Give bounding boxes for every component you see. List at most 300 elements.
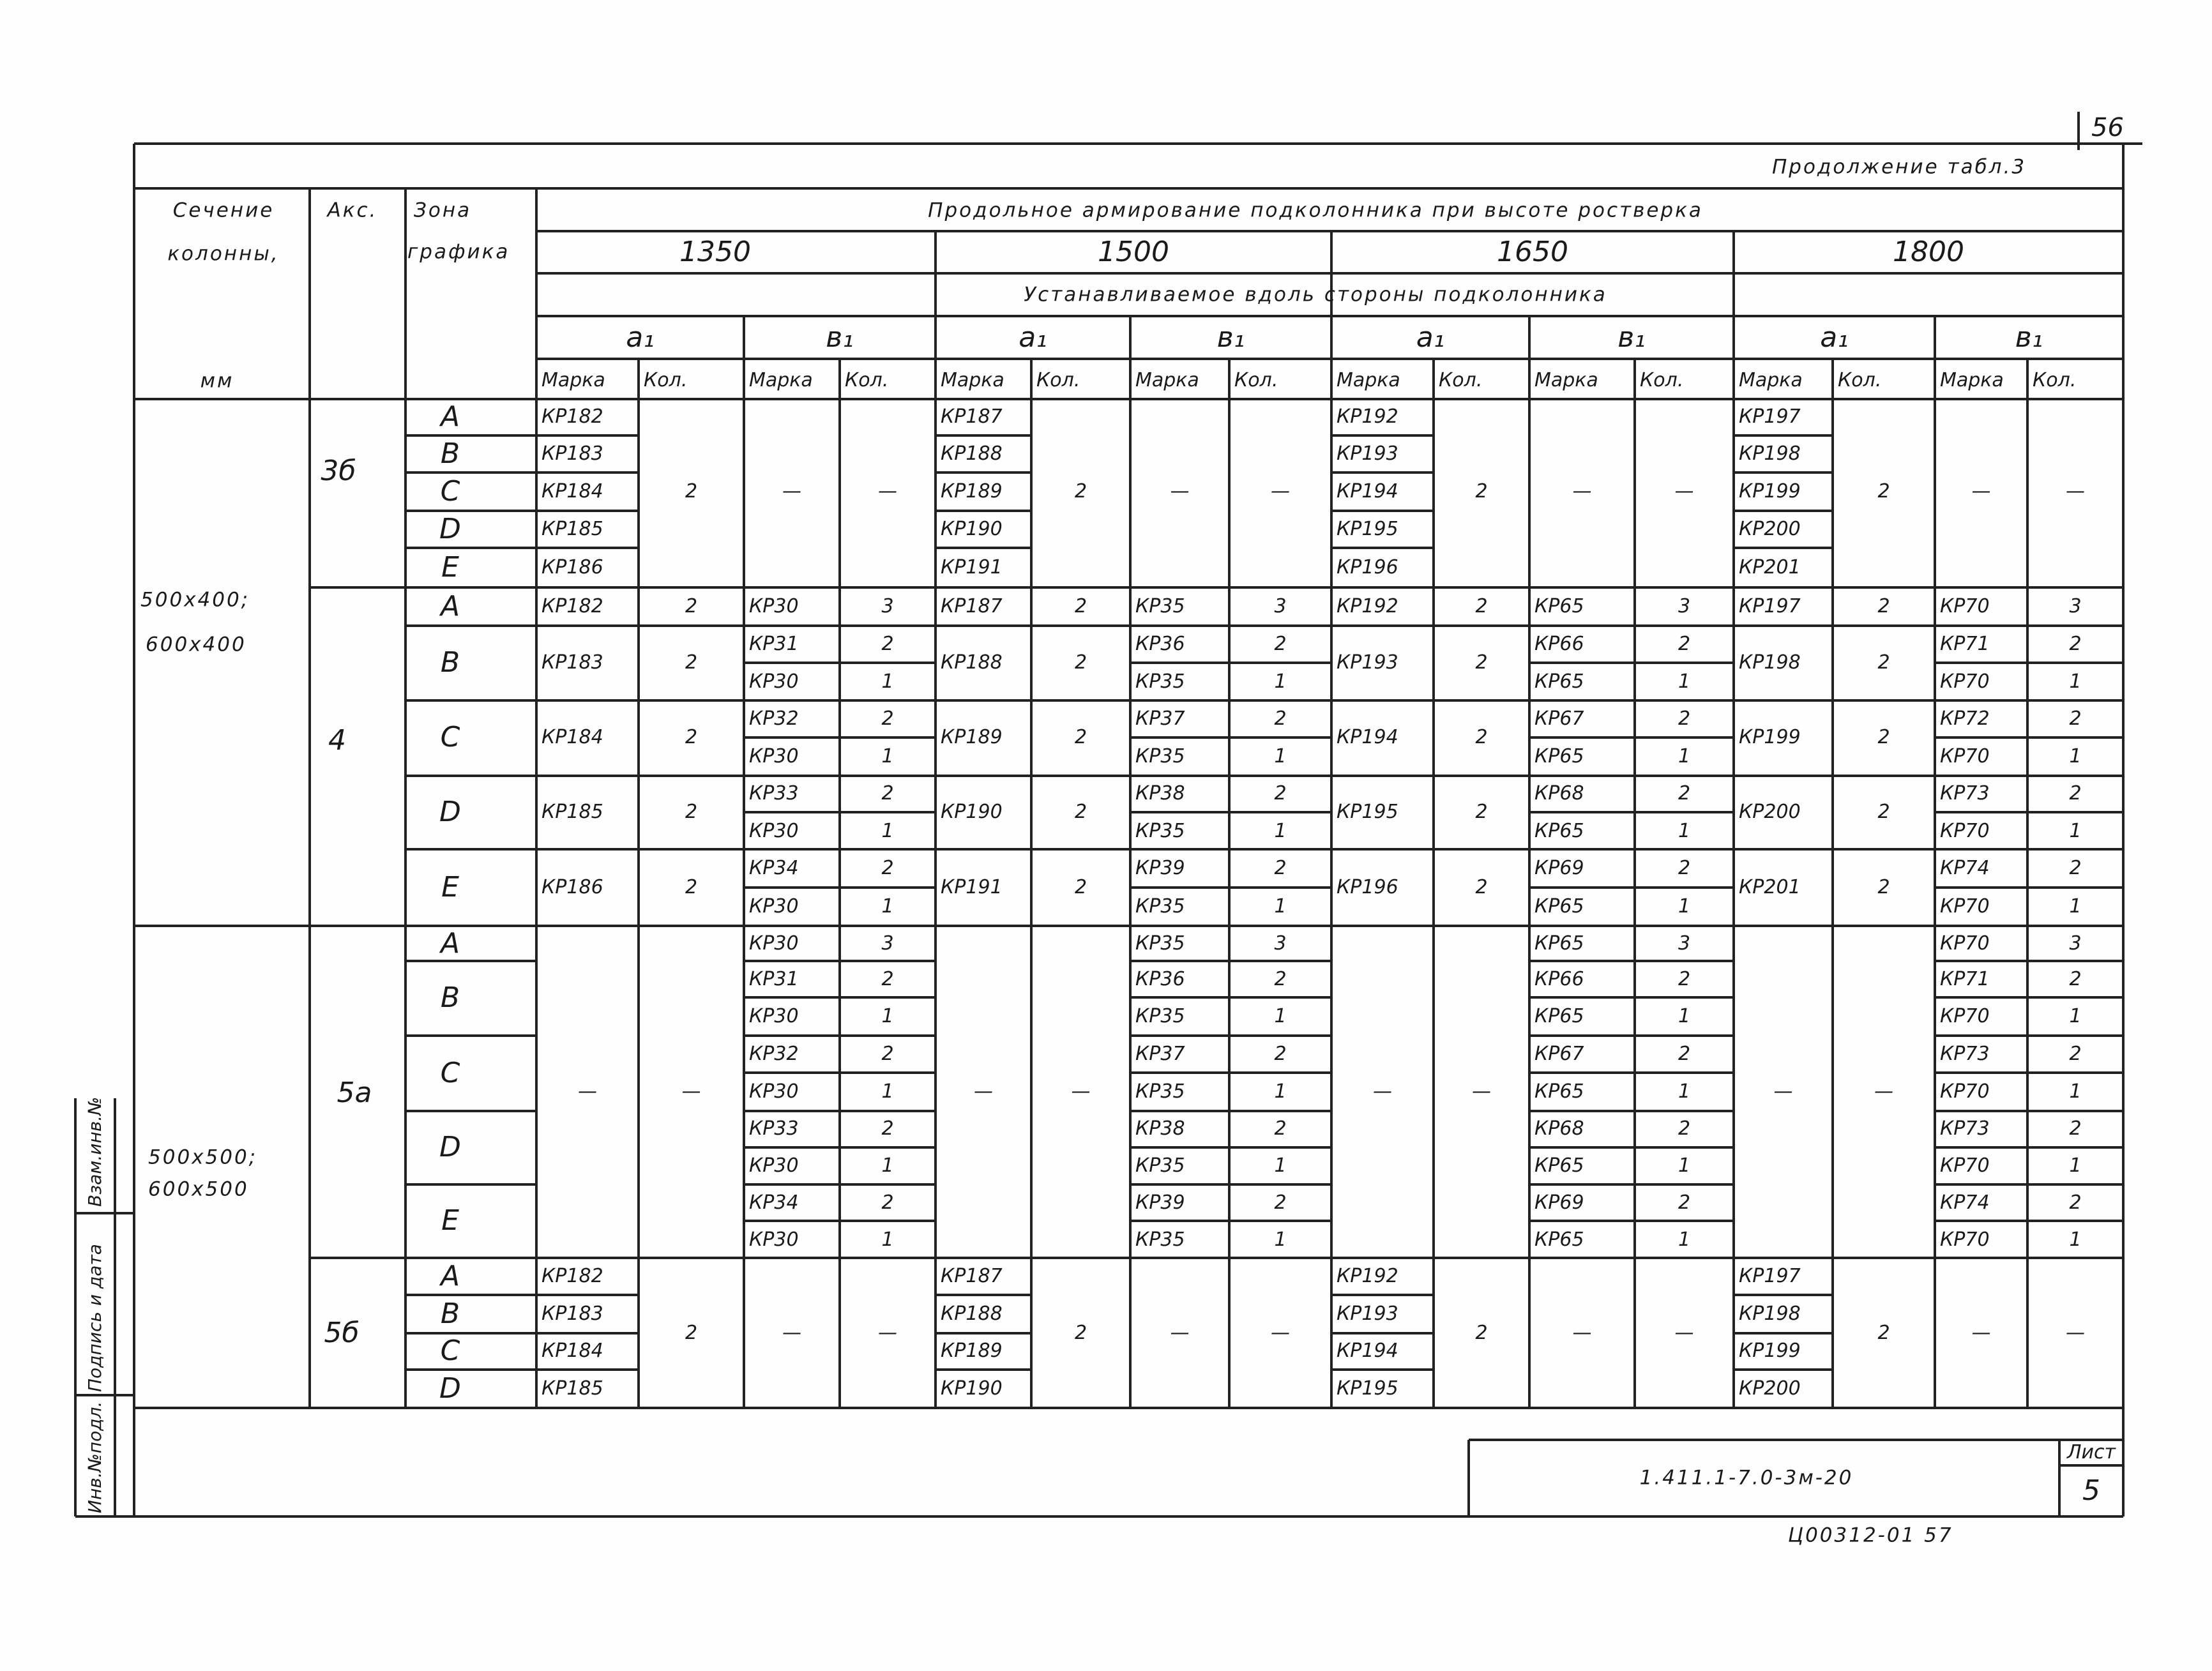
table-title: Продольное армирование подколонника при высоте ростверка (928, 199, 1703, 222)
qty-cell: 2 (1274, 1191, 1287, 1214)
dash-cell: — (1874, 1080, 1893, 1103)
mark-cell: КР199 (1739, 480, 1801, 503)
group-2-label: 500х500; (148, 1146, 258, 1169)
qty-cell: 2 (881, 1043, 894, 1065)
qty-cell: 3 (1274, 595, 1287, 617)
mark-cell: КР194 (1337, 726, 1398, 748)
axis-5a: 5а (337, 1077, 372, 1109)
mark-cell: КР187 (941, 1265, 1003, 1287)
mark-cell: КР70 (1940, 595, 1990, 617)
mark-cell: КР30 (749, 820, 799, 842)
mark-cell: КР70 (1940, 932, 1990, 955)
qty-cell: 1 (1274, 1005, 1287, 1027)
dash-cell: — (974, 1080, 993, 1103)
mark-cell: КР30 (749, 1005, 799, 1027)
mark-cell: КР195 (1337, 1377, 1398, 1400)
mark-cell: КР200 (1739, 801, 1801, 823)
mark-cell: КР35 (1135, 1229, 1185, 1251)
qty-cell: 1 (2069, 745, 2082, 767)
mark-cell: КР73 (1940, 782, 1990, 805)
qty-cell: 2 (1475, 801, 1488, 823)
qty-cell: 1 (881, 820, 894, 842)
dash-cell: — (782, 480, 801, 503)
mark-cell: КР30 (749, 670, 799, 693)
mark-cell: КР198 (1739, 651, 1801, 674)
mark-cell: КР35 (1135, 895, 1185, 918)
qty-cell: 2 (1877, 726, 1890, 748)
mark-cell: КР194 (1337, 1340, 1398, 1362)
dash-cell: — (1170, 1322, 1190, 1344)
dash-cell: — (1773, 1080, 1793, 1103)
mark-cell: КР37 (1135, 1043, 1185, 1065)
mark-cell: КР33 (749, 782, 799, 805)
dash-cell: — (2066, 480, 2085, 503)
qty-cell: 2 (1074, 726, 1087, 748)
mark-cell: КР70 (1940, 820, 1990, 842)
mark-cell: КР197 (1739, 1265, 1801, 1287)
mark-cell: КР65 (1534, 1005, 1584, 1027)
list-label: Лист (2066, 1441, 2116, 1463)
group-1-label: 500х400; (140, 588, 250, 612)
mark-cell: КР184 (542, 480, 603, 503)
mark-cell: КР30 (749, 1229, 799, 1251)
qty-cell: 2 (1274, 1043, 1287, 1065)
qty-cell: 2 (2069, 1191, 2082, 1214)
mark-cell: КР31 (749, 633, 799, 655)
mark-cell: КР187 (941, 595, 1003, 617)
mark-cell: КР35 (1135, 1154, 1185, 1177)
qty-cell: 2 (1678, 1117, 1691, 1140)
mark-cell: КР30 (749, 932, 799, 955)
zone-b2-2: С (440, 721, 460, 753)
dash-cell: — (1071, 1080, 1091, 1103)
dash-cell: — (1971, 1322, 1991, 1344)
qty-cell: 2 (2069, 782, 2082, 805)
side-b-header: в₁ (826, 321, 854, 354)
mark-cell: КР185 (542, 518, 603, 540)
mark-cell: КР194 (1337, 480, 1398, 503)
qty-cell: 2 (2069, 857, 2082, 879)
mark-cell: КР38 (1135, 782, 1185, 805)
mark-cell: КР190 (941, 1377, 1003, 1400)
qty-cell: 2 (1678, 968, 1691, 990)
qty-cell: 2 (1274, 857, 1287, 879)
mark-cell: КР35 (1135, 745, 1185, 767)
group-2-label-b: 600х500 (148, 1177, 249, 1201)
mark-cell: КР193 (1337, 651, 1398, 674)
mark-cell: КР183 (542, 651, 603, 674)
zone-b3-1: В (440, 981, 460, 1014)
mark-cell: КР189 (941, 1340, 1003, 1362)
qty-cell: 2 (685, 480, 698, 503)
mark-cell: КР30 (749, 1154, 799, 1177)
mark-cell: КР35 (1135, 820, 1185, 842)
qty-cell: 2 (1678, 1043, 1691, 1065)
zone-b4-3: D (439, 1372, 461, 1405)
mark-cell: КР186 (542, 876, 603, 898)
side-label-inv: Инв.№подл. (84, 1401, 105, 1513)
qty-cell: 2 (881, 633, 894, 655)
mark-cell: КР39 (1135, 1191, 1185, 1214)
mark-cell: КР67 (1534, 707, 1584, 730)
dash-cell: — (878, 480, 897, 503)
qty-cell: 2 (1877, 801, 1890, 823)
mark-cell: КР65 (1534, 595, 1584, 617)
zone-b3-3: D (439, 1131, 461, 1163)
mark-header: Марка (749, 369, 813, 391)
zone-b4-1: В (440, 1297, 460, 1330)
mark-cell: КР201 (1739, 556, 1801, 578)
height-1350: 1350 (679, 236, 751, 268)
group-1-label-b: 600х400 (146, 633, 246, 656)
qty-cell: 2 (1074, 1322, 1087, 1344)
mark-cell: КР36 (1135, 968, 1185, 990)
mark-cell: КР68 (1534, 1117, 1584, 1140)
dash-cell: — (1674, 480, 1694, 503)
count-header: Кол. (1036, 369, 1080, 391)
list-number: 5 (2082, 1474, 2100, 1507)
side-b-header: в₁ (1617, 321, 1646, 354)
qty-cell: 2 (1475, 480, 1488, 503)
mark-cell: КР70 (1940, 745, 1990, 767)
mark-header: Марка (1940, 369, 2004, 391)
qty-cell: 2 (685, 726, 698, 748)
mark-cell: КР65 (1534, 1154, 1584, 1177)
mark-cell: КР197 (1739, 405, 1801, 428)
zone-b1-0: А (440, 400, 460, 433)
qty-cell: 3 (1678, 932, 1691, 955)
qty-cell: 2 (685, 876, 698, 898)
mark-header: Марка (542, 369, 605, 391)
mark-cell: КР66 (1534, 633, 1584, 655)
mark-cell: КР199 (1739, 726, 1801, 748)
mark-cell: КР193 (1337, 442, 1398, 465)
mark-cell: КР34 (749, 857, 799, 879)
qty-cell: 2 (1475, 726, 1488, 748)
mark-cell: КР65 (1534, 895, 1584, 918)
qty-cell: 2 (685, 801, 698, 823)
mark-cell: КР195 (1337, 801, 1398, 823)
qty-cell: 1 (1678, 1229, 1691, 1251)
continuation-title: Продолжение табл.3 (1772, 155, 2027, 179)
count-header: Кол. (1838, 369, 1882, 391)
qty-cell: 1 (1678, 1080, 1691, 1103)
side-b-header: в₁ (2015, 321, 2043, 354)
mark-cell: КР73 (1940, 1043, 1990, 1065)
zone-b1-3: D (439, 513, 461, 545)
mark-cell: КР68 (1534, 782, 1584, 805)
mark-cell: КР35 (1135, 1080, 1185, 1103)
side-a-header: а₁ (1820, 321, 1849, 354)
qty-cell: 1 (2069, 1005, 2082, 1027)
mark-cell: КР70 (1940, 670, 1990, 693)
dash-cell: — (1572, 480, 1592, 503)
qty-cell: 2 (881, 782, 894, 805)
mark-cell: КР186 (542, 556, 603, 578)
mark-cell: КР197 (1739, 595, 1801, 617)
mark-cell: КР200 (1739, 1377, 1801, 1400)
qty-cell: 2 (881, 857, 894, 879)
side-label-replace: Взам.инв.№ (84, 1096, 105, 1207)
mark-cell: КР183 (542, 442, 603, 465)
qty-cell: 1 (1678, 820, 1691, 842)
mark-cell: КР193 (1337, 1303, 1398, 1325)
qty-cell: 1 (1678, 895, 1691, 918)
count-header: Кол. (1234, 369, 1278, 391)
qty-cell: 1 (2069, 670, 2082, 693)
qty-cell: 2 (881, 707, 894, 730)
mark-cell: КР200 (1739, 518, 1801, 540)
qty-cell: 1 (881, 745, 894, 767)
mark-cell: КР70 (1940, 1154, 1990, 1177)
zone-b1-1: В (440, 437, 460, 470)
dash-cell: — (1971, 480, 1991, 503)
qty-cell: 2 (1877, 876, 1890, 898)
mark-cell: КР30 (749, 595, 799, 617)
mark-cell: КР183 (542, 1303, 603, 1325)
height-1800: 1800 (1893, 236, 1964, 268)
mark-header: Марка (1534, 369, 1598, 391)
qty-cell: 1 (2069, 1229, 2082, 1251)
mark-cell: КР30 (749, 745, 799, 767)
mark-cell: КР195 (1337, 518, 1398, 540)
qty-cell: 1 (1274, 820, 1287, 842)
mark-cell: КР187 (941, 405, 1003, 428)
section-header-line2: колонны, (167, 242, 280, 266)
mark-cell: КР65 (1534, 820, 1584, 842)
mark-cell: КР201 (1739, 876, 1801, 898)
mark-cell: КР69 (1534, 1191, 1584, 1214)
mark-cell: КР192 (1337, 1265, 1398, 1287)
mark-cell: КР185 (542, 801, 603, 823)
mark-cell: КР35 (1135, 595, 1185, 617)
mark-cell: КР30 (749, 1080, 799, 1103)
zone-b4-2: С (440, 1335, 460, 1367)
mark-cell: КР70 (1940, 1229, 1990, 1251)
qty-cell: 2 (1678, 1191, 1691, 1214)
mark-cell: КР192 (1337, 595, 1398, 617)
qty-cell: 2 (2069, 633, 2082, 655)
qty-cell: 1 (1274, 1229, 1287, 1251)
qty-cell: 1 (881, 1229, 894, 1251)
qty-cell: 2 (685, 651, 698, 674)
mark-cell: КР190 (941, 518, 1003, 540)
dash-cell: — (1271, 480, 1290, 503)
zone-b3-2: С (440, 1057, 460, 1089)
qty-cell: 1 (1678, 1154, 1691, 1177)
dash-cell: — (878, 1322, 897, 1344)
section-header-unit: мм (200, 369, 234, 393)
dash-cell: — (681, 1080, 701, 1103)
count-header: Кол. (845, 369, 889, 391)
side-b-header: в₁ (1216, 321, 1245, 354)
qty-cell: 1 (1274, 745, 1287, 767)
mark-cell: КР32 (749, 707, 799, 730)
mark-cell: КР74 (1940, 1191, 1990, 1214)
qty-cell: 2 (2069, 1117, 2082, 1140)
mark-cell: КР33 (749, 1117, 799, 1140)
mark-cell: КР65 (1534, 1229, 1584, 1251)
qty-cell: 2 (685, 595, 698, 617)
zone-b1-2: С (440, 475, 460, 508)
mark-cell: КР182 (542, 1265, 603, 1287)
mark-header: Марка (1135, 369, 1199, 391)
count-header: Кол. (2033, 369, 2077, 391)
mark-cell: КР182 (542, 405, 603, 428)
qty-cell: 1 (881, 1005, 894, 1027)
dash-cell: — (782, 1322, 801, 1344)
mark-cell: КР67 (1534, 1043, 1584, 1065)
mark-cell: КР190 (941, 801, 1003, 823)
zone-b2-0: А (440, 590, 460, 623)
mark-header: Марка (1739, 369, 1803, 391)
mark-cell: КР36 (1135, 633, 1185, 655)
qty-cell: 2 (1475, 1322, 1488, 1344)
mark-header: Марка (941, 369, 1004, 391)
mark-cell: КР196 (1337, 876, 1398, 898)
qty-cell: 2 (1074, 651, 1087, 674)
qty-cell: 2 (1475, 876, 1488, 898)
dash-cell: — (578, 1080, 597, 1103)
mark-cell: КР65 (1534, 745, 1584, 767)
mark-cell: КР30 (749, 895, 799, 918)
qty-cell: 1 (1678, 745, 1691, 767)
zone-b2-1: В (440, 646, 460, 679)
mark-cell: КР198 (1739, 442, 1801, 465)
qty-cell: 1 (1274, 670, 1287, 693)
mark-cell: КР196 (1337, 556, 1398, 578)
archive-number: Ц00312-01 57 (1788, 1524, 1953, 1547)
axis-5b: 5б (324, 1317, 360, 1349)
qty-cell: 1 (881, 1080, 894, 1103)
zone-header-line1: Зона (414, 199, 472, 222)
axis-header: Акс. (327, 199, 378, 222)
qty-cell: 1 (881, 895, 894, 918)
mark-cell: КР65 (1534, 932, 1584, 955)
qty-cell: 3 (1678, 595, 1691, 617)
qty-cell: 2 (1678, 857, 1691, 879)
height-1650: 1650 (1497, 236, 1568, 268)
mark-cell: КР198 (1739, 1303, 1801, 1325)
mark-cell: КР31 (749, 968, 799, 990)
qty-cell: 2 (685, 1322, 698, 1344)
mark-cell: КР38 (1135, 1117, 1185, 1140)
side-label-sign: Подпись и дата (84, 1244, 105, 1392)
qty-cell: 2 (1074, 480, 1087, 503)
mark-cell: КР188 (941, 1303, 1003, 1325)
page-number: 56 (2091, 113, 2124, 142)
qty-cell: 2 (1274, 707, 1287, 730)
mark-cell: КР70 (1940, 1080, 1990, 1103)
qty-cell: 2 (2069, 968, 2082, 990)
qty-cell: 2 (1074, 876, 1087, 898)
mark-cell: КР65 (1534, 670, 1584, 693)
mark-cell: КР188 (941, 651, 1003, 674)
qty-cell: 1 (1274, 895, 1287, 918)
mark-cell: КР182 (542, 595, 603, 617)
installed-header: Устанавливаемое вдоль стороны подколонника (1024, 283, 1607, 306)
qty-cell: 2 (1678, 633, 1691, 655)
mark-cell: КР199 (1739, 1340, 1801, 1362)
count-header: Кол. (1640, 369, 1684, 391)
qty-cell: 2 (1877, 595, 1890, 617)
mark-cell: КР73 (1940, 1117, 1990, 1140)
mark-cell: КР35 (1135, 1005, 1185, 1027)
doc-code: 1.411.1-7.0-3м-20 (1639, 1466, 1854, 1490)
qty-cell: 1 (1274, 1154, 1287, 1177)
mark-cell: КР188 (941, 442, 1003, 465)
mark-cell: КР74 (1940, 857, 1990, 879)
qty-cell: 2 (881, 968, 894, 990)
qty-cell: 2 (2069, 707, 2082, 730)
mark-cell: КР185 (542, 1377, 603, 1400)
side-a-header: а₁ (626, 321, 655, 354)
mark-cell: КР191 (941, 556, 1003, 578)
qty-cell: 1 (2069, 1154, 2082, 1177)
qty-cell: 1 (2069, 895, 2082, 918)
qty-cell: 2 (1475, 595, 1488, 617)
zone-b2-4: Е (441, 871, 459, 904)
zone-b3-4: Е (441, 1204, 459, 1237)
zone-b4-0: А (440, 1260, 460, 1292)
qty-cell: 2 (1877, 480, 1890, 503)
qty-cell: 2 (881, 1191, 894, 1214)
qty-cell: 3 (881, 932, 894, 955)
mark-cell: КР184 (542, 1340, 603, 1362)
mark-cell: КР72 (1940, 707, 1990, 730)
qty-cell: 1 (2069, 1080, 2082, 1103)
qty-cell: 2 (1274, 968, 1287, 990)
mark-cell: КР32 (749, 1043, 799, 1065)
mark-cell: КР66 (1534, 968, 1584, 990)
axis-3b: 3б (321, 455, 356, 487)
side-a-header: а₁ (1416, 321, 1445, 354)
qty-cell: 2 (2069, 1043, 2082, 1065)
dash-cell: — (1472, 1080, 1491, 1103)
qty-cell: 3 (881, 595, 894, 617)
dash-cell: — (2066, 1322, 2085, 1344)
qty-cell: 2 (1274, 782, 1287, 805)
qty-cell: 2 (1877, 651, 1890, 674)
qty-cell: 2 (1274, 633, 1287, 655)
mark-cell: КР191 (941, 876, 1003, 898)
mark-cell: КР189 (941, 726, 1003, 748)
mark-cell: КР34 (749, 1191, 799, 1214)
qty-cell: 3 (2069, 932, 2082, 955)
zone-b3-0: А (440, 927, 460, 960)
mark-cell: КР70 (1940, 1005, 1990, 1027)
qty-cell: 1 (1274, 1080, 1287, 1103)
mark-cell: КР37 (1135, 707, 1185, 730)
zone-header-line2: графика (407, 240, 510, 264)
mark-cell: КР192 (1337, 405, 1398, 428)
axis-4: 4 (328, 724, 346, 757)
qty-cell: 2 (1678, 707, 1691, 730)
mark-cell: КР70 (1940, 895, 1990, 918)
height-1500: 1500 (1098, 236, 1169, 268)
dash-cell: — (1674, 1322, 1694, 1344)
mark-cell: КР71 (1940, 968, 1990, 990)
qty-cell: 1 (881, 1154, 894, 1177)
qty-cell: 2 (1475, 651, 1488, 674)
mark-cell: КР65 (1534, 1080, 1584, 1103)
qty-cell: 2 (1074, 801, 1087, 823)
dash-cell: — (1170, 480, 1190, 503)
section-header-line1: Сечение (172, 199, 275, 222)
mark-cell: КР184 (542, 726, 603, 748)
mark-header: Марка (1337, 369, 1400, 391)
qty-cell: 3 (1274, 932, 1287, 955)
